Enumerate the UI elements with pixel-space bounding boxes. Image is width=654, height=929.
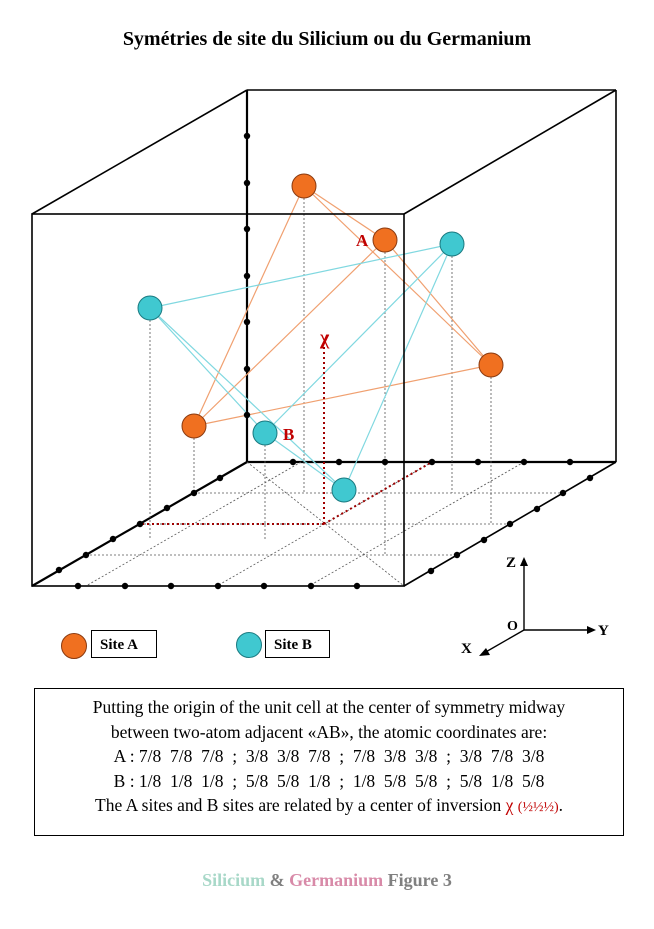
caption-silicium: Silicium [202,870,266,890]
axis-x-label: X [461,641,472,657]
description-box [34,688,624,836]
coordinates-b: B : 1/8 1/8 1/8 ; 5/8 5/8 1/8 ; 1/8 5/8 5/8 ; 5/8 1/8 5/8 [113,770,545,791]
site-a-atom [182,414,206,438]
caption-figure-number: Figure 3 [387,870,452,890]
caption-ampersand: & [269,870,285,890]
site-b-atom [253,421,277,445]
caption-germanium: Germanium [289,870,384,890]
legend-site-a-swatch [61,633,87,659]
site-b-atom [332,478,356,502]
description-line-1: Putting the origin of the unit cell at the center of symmetry midway [92,697,566,717]
label-atom-b: B [283,425,295,444]
label-atom-a: A [356,231,369,250]
sentence-end: . [558,795,563,815]
figure-caption [0,870,654,891]
coordinates-a: A : 7/8 7/8 7/8 ; 3/8 3/8 7/8 ; 7/8 3/8 3/8 ; 3/8 7/8 3/8 [113,746,545,766]
coordinate-axes [479,557,596,656]
legend-site-b-label: Site B [265,630,330,658]
site-a-links [194,186,491,426]
description-line-2: between two-atom adjacent «AB», the atomic coordinates are: [110,721,548,742]
inversion-coords: (½½½) [517,800,559,815]
edge-dots [56,133,593,589]
page-title: Symétries de site du Silicium ou du Germanium [122,28,532,50]
site-a-atom [479,353,503,377]
legend-site-b-swatch [236,632,262,658]
inversion-sentence: The A sites and B sites are related by a center of inversion [95,795,506,815]
site-a-atom [292,174,316,198]
site-b-atom [138,296,162,320]
inversion-symbol: χ [505,795,514,815]
label-inversion-center: χ [320,327,330,349]
site-b-links [150,244,452,490]
axis-z-label: Z [506,555,517,571]
site-b-atom [440,232,464,256]
legend-site-a-label: Site A [91,630,157,658]
description-line-5 [35,793,623,821]
axis-y-label: Y [598,623,609,639]
axis-origin-label: O [507,619,518,634]
site-a-atom [373,228,397,252]
cube-front-face [32,214,404,586]
